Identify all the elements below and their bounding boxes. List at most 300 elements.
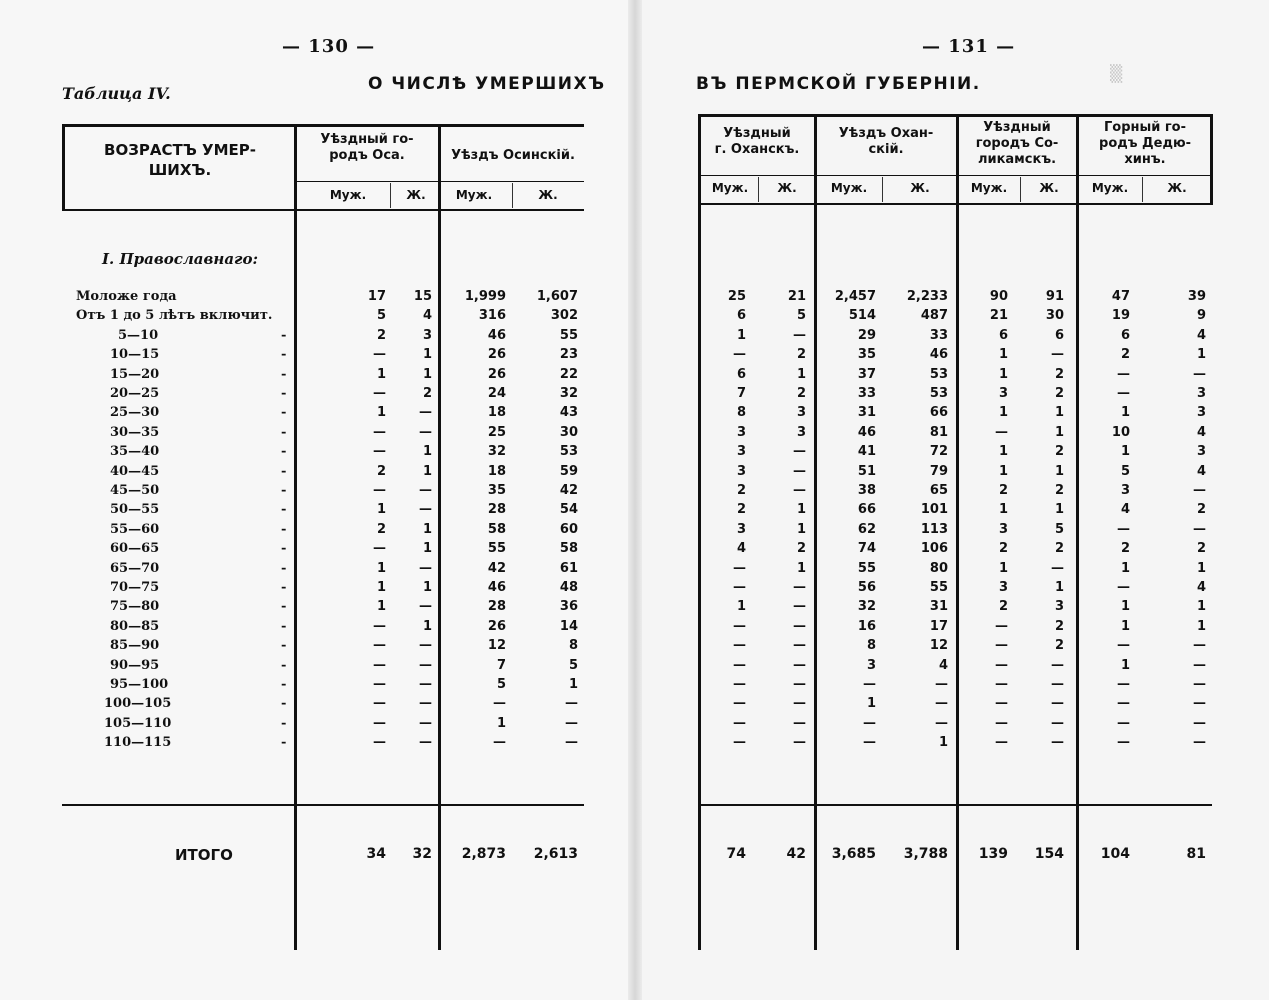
- table-cell: —: [733, 696, 746, 712]
- table-cell: 1: [422, 580, 432, 595]
- table-cell: 6: [998, 327, 1008, 343]
- table-cell: —: [419, 599, 432, 615]
- table-cell: 2: [1054, 541, 1064, 557]
- total-cell: 81: [1186, 846, 1206, 862]
- table-cell: 26: [487, 618, 506, 634]
- table-cell: —: [793, 735, 806, 751]
- table-cell: —: [733, 715, 746, 731]
- table-cell: —: [1051, 735, 1064, 751]
- table-cell: 1: [736, 599, 746, 615]
- subheader-male: Муж.: [711, 181, 749, 195]
- table-cell: 6: [736, 366, 746, 382]
- header-okhansk-district-line2: скій.: [868, 142, 904, 157]
- total-label: ИТОГО: [175, 846, 233, 864]
- table-cell: 37: [857, 366, 876, 382]
- leader-dash: -: [281, 463, 287, 479]
- table-cell: —: [733, 560, 746, 576]
- table-cell: 55: [857, 560, 876, 576]
- table-cell: 4: [1196, 463, 1206, 479]
- header-osa-district: [442, 148, 584, 164]
- total-cell: 32: [412, 846, 432, 862]
- table-cell: —: [1193, 735, 1206, 751]
- table-cell: 3: [1196, 444, 1206, 460]
- header-okhansk-town-line1: Уѣздный: [723, 126, 791, 141]
- table-cell: 58: [559, 541, 578, 557]
- table-cell: 32: [487, 444, 506, 460]
- table-cell: 1: [422, 366, 432, 382]
- table-cell: 1: [866, 696, 876, 712]
- table-cell: 46: [857, 424, 876, 440]
- table-cell: 1: [796, 366, 806, 382]
- table-cell: 1,999: [464, 289, 506, 304]
- table-cell: —: [1117, 521, 1130, 537]
- table-cell: 32: [559, 386, 578, 401]
- table-cell: 3: [998, 386, 1008, 401]
- table-cell: 53: [929, 386, 948, 401]
- header-osa-town-line2: родъ Оса.: [329, 148, 405, 163]
- table-cell: —: [419, 502, 432, 518]
- table-cell: 1: [1054, 580, 1064, 595]
- table-cell: 1: [1120, 444, 1130, 460]
- table-cell: 1: [422, 444, 432, 460]
- table-cell: —: [793, 483, 806, 498]
- table-cell: 51: [857, 463, 876, 479]
- table-cell: 32: [857, 599, 876, 615]
- header-solikamsk-town-line3: ликамскъ.: [977, 152, 1057, 167]
- age-label: 85—90: [110, 638, 160, 654]
- table-cell: 10: [1111, 424, 1130, 440]
- table-cell: —: [733, 580, 746, 595]
- table-cell: —: [1193, 366, 1206, 382]
- table-cell: 2,457: [834, 289, 876, 304]
- leader-dash: -: [281, 366, 287, 382]
- table-cell: 18: [487, 463, 506, 479]
- table-cell: 1: [1196, 618, 1206, 634]
- table-cell: 1: [376, 366, 386, 382]
- table-cell: —: [1193, 483, 1206, 498]
- table-cell: —: [419, 424, 432, 440]
- table-cell: 60: [559, 521, 578, 537]
- table-cell: —: [935, 677, 948, 692]
- table-cell: 22: [559, 366, 578, 382]
- table-cell: —: [419, 638, 432, 654]
- table-cell: —: [373, 715, 386, 731]
- leader-dash: -: [281, 386, 287, 401]
- subheader-male: Муж.: [455, 188, 493, 202]
- header-dedyukhin-town: [1080, 120, 1210, 168]
- header-age: [70, 140, 290, 180]
- subheader-male: Муж.: [830, 181, 868, 195]
- table-cell: 1: [1054, 405, 1064, 421]
- table-cell: 25: [487, 424, 506, 440]
- table-cell: 3: [796, 424, 806, 440]
- table-cell: 91: [1045, 289, 1064, 304]
- table-cell: 1: [998, 444, 1008, 460]
- table-cell: 1: [1120, 618, 1130, 634]
- table-cell: —: [373, 386, 386, 401]
- table-cell: 2: [1054, 444, 1064, 460]
- table-cell: 1: [376, 405, 386, 421]
- age-label: 80—85: [110, 618, 160, 634]
- section-orthodox: I. Православнаго:: [102, 250, 259, 268]
- right-header-bottom-rule: [698, 203, 1212, 205]
- table-cell: 5: [1054, 521, 1064, 537]
- table-cell: —: [419, 560, 432, 576]
- header-solikamsk-town-line1: Уѣздный: [983, 120, 1051, 135]
- total-cell: 74: [726, 846, 746, 862]
- table-cell: 5: [568, 657, 578, 673]
- table-cell: 33: [857, 386, 876, 401]
- table-cell: —: [1117, 580, 1130, 595]
- right-page-number: — 131 —: [922, 36, 1016, 57]
- table-cell: 23: [559, 347, 578, 363]
- subheader-female: Ж.: [1167, 181, 1187, 195]
- table-cell: 113: [920, 521, 948, 537]
- table-cell: 12: [929, 638, 948, 654]
- age-label: 20—25: [110, 386, 160, 401]
- table-cell: 1: [796, 560, 806, 576]
- table-cell: —: [373, 541, 386, 557]
- table-cell: 1: [998, 463, 1008, 479]
- table-cell: —: [1117, 696, 1130, 712]
- table-cell: 35: [487, 483, 506, 498]
- table-cell: —: [995, 424, 1008, 440]
- age-label: 15—20: [110, 366, 160, 382]
- subheader-female: Ж.: [1039, 181, 1059, 195]
- table-cell: 2: [376, 463, 386, 479]
- leader-dash: -: [281, 696, 287, 712]
- table-cell: 1: [1196, 599, 1206, 615]
- table-cell: 1: [422, 347, 432, 363]
- table-cell: —: [793, 463, 806, 479]
- table-cell: 21: [989, 308, 1008, 324]
- table-cell: 55: [487, 541, 506, 557]
- table-cell: 79: [929, 463, 948, 479]
- table-cell: 3: [1120, 483, 1130, 498]
- table-cell: —: [1051, 347, 1064, 363]
- table-cell: —: [1117, 386, 1130, 401]
- table-cell: —: [995, 677, 1008, 692]
- table-cell: 1: [938, 735, 948, 751]
- table-cell: 38: [857, 483, 876, 498]
- table-cell: 1: [1120, 599, 1130, 615]
- table-cell: 2: [422, 386, 432, 401]
- table-cell: 36: [559, 599, 578, 615]
- table-cell: 1: [736, 327, 746, 343]
- table-cell: 1: [796, 521, 806, 537]
- table-cell: —: [1117, 638, 1130, 654]
- table-cell: 43: [559, 405, 578, 421]
- right-totals-rule: [698, 804, 1212, 806]
- table-cell: —: [373, 483, 386, 498]
- table-cell: 1: [1120, 560, 1130, 576]
- table-cell: —: [1193, 696, 1206, 712]
- table-cell: —: [935, 715, 948, 731]
- table-cell: —: [373, 657, 386, 673]
- book-gutter: [628, 0, 642, 1000]
- table-cell: 1: [998, 502, 1008, 518]
- age-label: 100—105: [104, 696, 172, 712]
- table-cell: —: [419, 405, 432, 421]
- table-cell: 1: [1196, 560, 1206, 576]
- table-cell: —: [863, 677, 876, 692]
- total-cell: 139: [978, 846, 1008, 862]
- right-subcolumn-divider-4: [1142, 177, 1143, 202]
- table-cell: 4: [1196, 327, 1206, 343]
- table-cell: 4: [422, 308, 432, 324]
- table-cell: 46: [487, 580, 506, 595]
- table-cell: 58: [487, 521, 506, 537]
- table-cell: —: [793, 715, 806, 731]
- table-cell: 1: [422, 521, 432, 537]
- table-cell: —: [863, 715, 876, 731]
- table-cell: 1: [998, 560, 1008, 576]
- table-cell: 1: [1120, 657, 1130, 673]
- table-cell: 2: [1054, 638, 1064, 654]
- right-table-top-rule: [698, 114, 1212, 117]
- table-cell: 8: [866, 638, 876, 654]
- right-subcolumn-divider-1: [758, 177, 759, 202]
- table-cell: 35: [857, 347, 876, 363]
- table-cell: 5: [496, 677, 506, 692]
- table-cell: 6: [1054, 327, 1064, 343]
- table-cell: —: [1051, 696, 1064, 712]
- table-cell: 18: [487, 405, 506, 421]
- table-cell: 316: [478, 308, 506, 324]
- table-cell: 2: [736, 483, 746, 498]
- header-solikamsk-town-line2: городъ Со-: [975, 136, 1059, 151]
- table-cell: 62: [857, 521, 876, 537]
- table-cell: 514: [848, 308, 876, 324]
- total-cell: 104: [1100, 846, 1130, 862]
- table-cell: —: [419, 735, 432, 751]
- table-cell: 7: [496, 657, 506, 673]
- table-cell: —: [373, 444, 386, 460]
- table-cell: 4: [1196, 424, 1206, 440]
- table-cell: 4: [1120, 502, 1130, 518]
- table-cell: 3: [736, 521, 746, 537]
- table-cell: 3: [736, 424, 746, 440]
- table-cell: —: [995, 735, 1008, 751]
- table-cell: —: [1117, 735, 1130, 751]
- header-dedyukhin-town-line1: Горный го-: [1103, 120, 1186, 135]
- table-cell: 90: [989, 289, 1008, 304]
- table-cell: 30: [559, 424, 578, 440]
- header-okhansk-district: [818, 126, 954, 158]
- table-cell: 1,607: [536, 289, 578, 304]
- table-cell: —: [419, 677, 432, 692]
- table-label: Таблица IV.: [62, 84, 171, 103]
- table-cell: 26: [487, 347, 506, 363]
- table-cell: 80: [929, 560, 948, 576]
- table-cell: 8: [736, 405, 746, 421]
- left-column-divider-group: [438, 124, 441, 950]
- leader-dash: -: [281, 677, 287, 692]
- table-cell: —: [995, 638, 1008, 654]
- header-dedyukhin-town-line2: родъ Дедю-: [1099, 136, 1191, 151]
- left-page-number: — 130 —: [282, 36, 376, 57]
- leader-dash: -: [281, 502, 287, 518]
- age-label: 10—15: [110, 347, 160, 363]
- table-cell: 1: [998, 405, 1008, 421]
- subheader-female: Ж.: [777, 181, 797, 195]
- table-cell: 15: [413, 289, 432, 304]
- table-cell: 66: [929, 405, 948, 421]
- table-cell: 28: [487, 599, 506, 615]
- table-cell: 25: [727, 289, 746, 304]
- table-cell: 2: [736, 502, 746, 518]
- age-label: 70—75: [110, 580, 160, 595]
- table-cell: —: [1051, 657, 1064, 673]
- table-cell: —: [1117, 366, 1130, 382]
- table-cell: 2: [1054, 483, 1064, 498]
- table-cell: 1: [998, 366, 1008, 382]
- table-cell: 2: [998, 541, 1008, 557]
- table-cell: 3: [998, 521, 1008, 537]
- table-cell: 5: [376, 308, 386, 324]
- table-cell: 42: [559, 483, 578, 498]
- table-cell: 2: [796, 541, 806, 557]
- age-label: 110—115: [104, 735, 172, 751]
- table-cell: 4: [938, 657, 948, 673]
- age-label: 55—60: [110, 521, 160, 537]
- total-cell: 42: [786, 846, 806, 862]
- table-cell: 3: [1054, 599, 1064, 615]
- subheader-male: Муж.: [329, 188, 367, 202]
- table-cell: 5: [1120, 463, 1130, 479]
- table-cell: 42: [487, 560, 506, 576]
- table-cell: 14: [559, 618, 578, 634]
- table-cell: 66: [857, 502, 876, 518]
- table-cell: —: [793, 580, 806, 595]
- table-cell: 1: [1196, 347, 1206, 363]
- table-cell: 1: [496, 715, 506, 731]
- table-cell: —: [995, 715, 1008, 731]
- table-cell: 9: [1196, 308, 1206, 324]
- table-cell: 2,233: [906, 289, 948, 304]
- leader-dash: -: [281, 715, 287, 731]
- leader-dash: -: [281, 541, 287, 557]
- table-cell: 1: [376, 599, 386, 615]
- table-cell: —: [565, 715, 578, 731]
- left-table-left-border: [62, 124, 65, 211]
- table-cell: —: [1117, 677, 1130, 692]
- table-cell: 74: [857, 541, 876, 557]
- table-cell: 46: [487, 327, 506, 343]
- table-cell: —: [733, 657, 746, 673]
- right-subheader-rule: [698, 175, 1212, 176]
- header-okhansk-town-line2: г. Оханскъ.: [714, 142, 800, 157]
- table-cell: 3: [796, 405, 806, 421]
- table-cell: 1: [998, 347, 1008, 363]
- table-cell: 1: [1054, 424, 1064, 440]
- table-cell: 1: [796, 502, 806, 518]
- table-cell: —: [733, 677, 746, 692]
- subheader-female: Ж.: [538, 188, 558, 202]
- table-cell: 1: [1120, 405, 1130, 421]
- table-cell: —: [1051, 677, 1064, 692]
- left-totals-rule: [62, 804, 584, 806]
- table-cell: —: [373, 677, 386, 692]
- age-label: 75—80: [110, 599, 160, 615]
- subheader-male: Муж.: [1091, 181, 1129, 195]
- table-cell: 8: [568, 638, 578, 654]
- table-cell: 21: [787, 289, 806, 304]
- table-cell: 16: [857, 618, 876, 634]
- total-cell: 3,788: [903, 846, 948, 862]
- table-cell: 2: [1196, 541, 1206, 557]
- table-cell: 2: [1054, 386, 1064, 401]
- table-cell: 41: [857, 444, 876, 460]
- show-through-decoration: ▒: [1110, 64, 1123, 83]
- table-cell: —: [1117, 715, 1130, 731]
- table-cell: —: [493, 735, 506, 751]
- table-cell: 2: [1120, 541, 1130, 557]
- age-label: 65—70: [110, 560, 160, 576]
- leader-dash: -: [281, 735, 287, 751]
- age-label: 25—30: [110, 405, 160, 421]
- table-cell: —: [1193, 521, 1206, 537]
- table-cell: 3: [422, 327, 432, 343]
- age-label: 30—35: [110, 424, 160, 440]
- table-cell: —: [373, 735, 386, 751]
- table-cell: —: [733, 638, 746, 654]
- table-cell: 2: [796, 347, 806, 363]
- table-cell: 5: [796, 308, 806, 324]
- table-cell: 2: [1196, 502, 1206, 518]
- left-header-bottom-rule: [62, 209, 584, 211]
- table-cell: 47: [1111, 289, 1130, 304]
- table-cell: —: [493, 696, 506, 712]
- table-cell: —: [995, 618, 1008, 634]
- header-solikamsk-town: [960, 120, 1074, 168]
- table-cell: 3: [1196, 405, 1206, 421]
- table-cell: 48: [559, 580, 578, 595]
- table-cell: 39: [1187, 289, 1206, 304]
- total-cell: 154: [1034, 846, 1064, 862]
- table-cell: —: [733, 347, 746, 363]
- header-osa-district-line1: Уѣздъ Осинскій.: [451, 148, 575, 163]
- table-cell: 61: [559, 560, 578, 576]
- subheader-female: Ж.: [406, 188, 426, 202]
- subheader-female: Ж.: [910, 181, 930, 195]
- table-cell: —: [935, 696, 948, 712]
- table-cell: 65: [929, 483, 948, 498]
- table-cell: —: [1051, 715, 1064, 731]
- table-cell: —: [373, 696, 386, 712]
- leader-dash: -: [281, 347, 287, 363]
- age-label: 45—50: [110, 483, 160, 498]
- header-osa-town: [298, 132, 436, 164]
- table-cell: 101: [920, 502, 948, 518]
- left-page-title: О ЧИСЛѢ УМЕРШИХЪ: [368, 74, 606, 94]
- table-cell: —: [1193, 638, 1206, 654]
- leader-dash: -: [281, 618, 287, 634]
- leader-dash: -: [281, 580, 287, 595]
- table-cell: —: [793, 657, 806, 673]
- table-cell: 2: [376, 521, 386, 537]
- header-age-line2: ШИХЪ.: [148, 161, 212, 179]
- table-cell: 1: [422, 463, 432, 479]
- table-cell: 1: [1054, 463, 1064, 479]
- header-okhansk-town: [702, 126, 812, 158]
- table-cell: —: [733, 735, 746, 751]
- table-cell: 6: [1120, 327, 1130, 343]
- age-label: 105—110: [104, 715, 172, 731]
- leader-dash: -: [281, 483, 287, 498]
- table-cell: 302: [550, 308, 578, 324]
- table-cell: 4: [1196, 580, 1206, 595]
